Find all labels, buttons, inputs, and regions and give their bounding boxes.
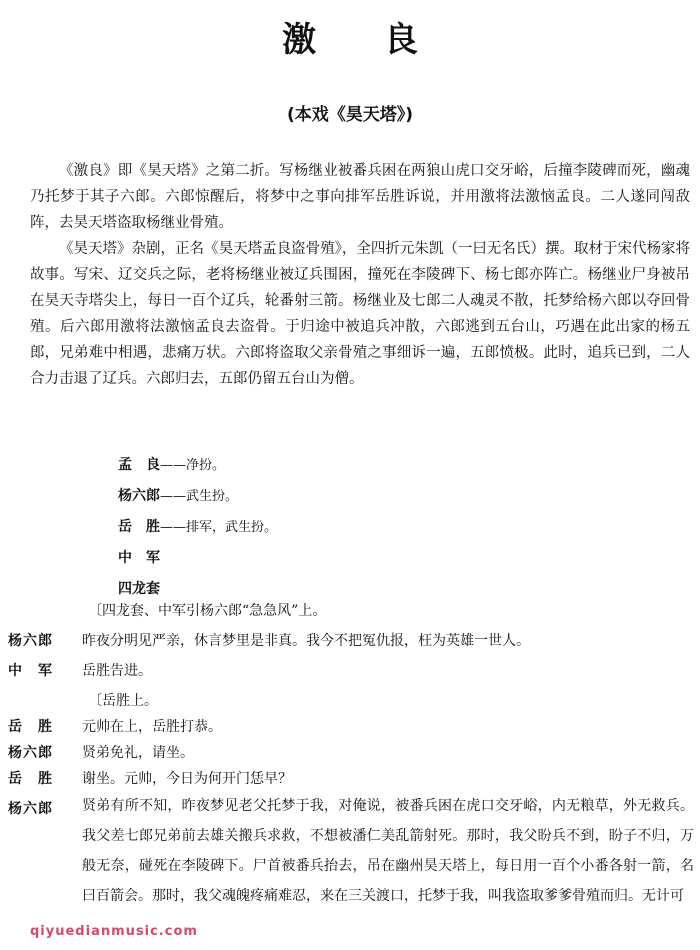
cast-name: 杨六郎 [118, 488, 160, 504]
intro-paragraph-2: 《昊天塔》杂剧，正名《昊天塔孟良盗骨殖》，全四折元朱凯（一曰无名氏）撰。取材于宋代杨家将故事。写宋、辽交兵之际，老将杨继业被辽兵围困，撞死在李陵碑下、杨七郎亦阵亡。杨继业尸身被吊在昊天寺塔尖上，每日一百个辽兵，轮番射三箭。杨继业及七郎二人魂灵不散，托梦给杨六郎以夺回骨殖。后六郎用激将法激恼孟良去盗骨。于归途中被追兵冲散，六郎逃到五台山，巧遇在此出家的杨五郎，兄弟难中相遇，悲痛万状。六郎将盗取父亲骨殖之事细诉一遍，五郎愤极。此时，追兵已到，二人合力击退了辽兵。六郎归去，五郎仍留五台山为僧。 [30, 241, 690, 387]
cast-name: 中 军 [118, 550, 160, 566]
cast-row [118, 543, 277, 574]
cast-row [118, 512, 277, 543]
speaker-label: 中 军 [8, 663, 53, 679]
cast-name: 孟 良 [118, 457, 160, 473]
stage-direction: 〔四龙套、中军引杨六郎“急急风”上。 [88, 603, 327, 619]
speaker-label: 岳 胜 [8, 771, 53, 787]
dialogue-line: 元帅在上，岳胜打恭。 [82, 719, 222, 735]
cast-name: 四龙套 [118, 581, 160, 597]
site-watermark: qiyuedianmusic.com [30, 924, 198, 939]
speaker-label: 岳 胜 [8, 719, 53, 735]
dialogue-line: 谢坐。元帅，今日为何开门恁早？ [82, 771, 292, 787]
intro-paragraph-1: 《激良》即《昊天塔》之第二折。写杨继业被番兵困在两狼山虎口交牙峪，后撞李陵碑而死，幽魂乃托梦于其子六郎。六郎惊醒后，将梦中之事向排军岳胜诉说，并用激将法激恼孟良。二人遂同闯敌阵，去昊天塔盗取杨继业骨殖。 [30, 163, 690, 231]
stage-direction: 〔岳胜上。 [88, 693, 158, 709]
speaker-label: 杨六郎 [8, 633, 53, 649]
dialogue-line: 岳胜告进。 [82, 663, 152, 679]
cast-row [118, 450, 277, 481]
cast-desc: ——武生扮。 [160, 489, 239, 504]
speaker-label: 杨六郎 [8, 745, 53, 761]
cast-desc: ——净扮。 [160, 458, 226, 473]
dialogue-line: 昨夜分明见严亲，休言梦里是非真。我今不把冤仇报，枉为英雄一世人。 [82, 633, 530, 649]
cast-desc: ——排军，武生扮。 [160, 520, 278, 535]
cast-list [118, 450, 277, 605]
intro-section [30, 158, 690, 392]
page-title: 激 良 [282, 20, 446, 60]
page-subtitle: (本戏《昊天塔》) [286, 105, 414, 125]
cast-row [118, 481, 277, 512]
dialogue-line: 贤弟免礼，请坐。 [82, 745, 194, 761]
speaker-label: 杨六郎 [8, 801, 53, 817]
dialogue-long: 贤弟有所不知，昨夜梦见老父托梦于我，对俺说，被番兵困在虎口交牙峪，内无粮草，外无救兵。我父差七郎兄弟前去雄关搬兵求救，不想被潘仁美乱箭射死。那时，我父盼兵不到，盼子不归，万般无奈，碰死在李陵碑下。尸首被番兵抬去，吊在幽州昊天塔上，每日用一百个小番各射一箭，名曰百箭会。那时，我父魂魄疼痛难忍，来在三关渡口，托梦于我，叫我盗取爹爹骨殖而归。无计可 [82, 798, 694, 904]
cast-name: 岳 胜 [118, 519, 160, 535]
